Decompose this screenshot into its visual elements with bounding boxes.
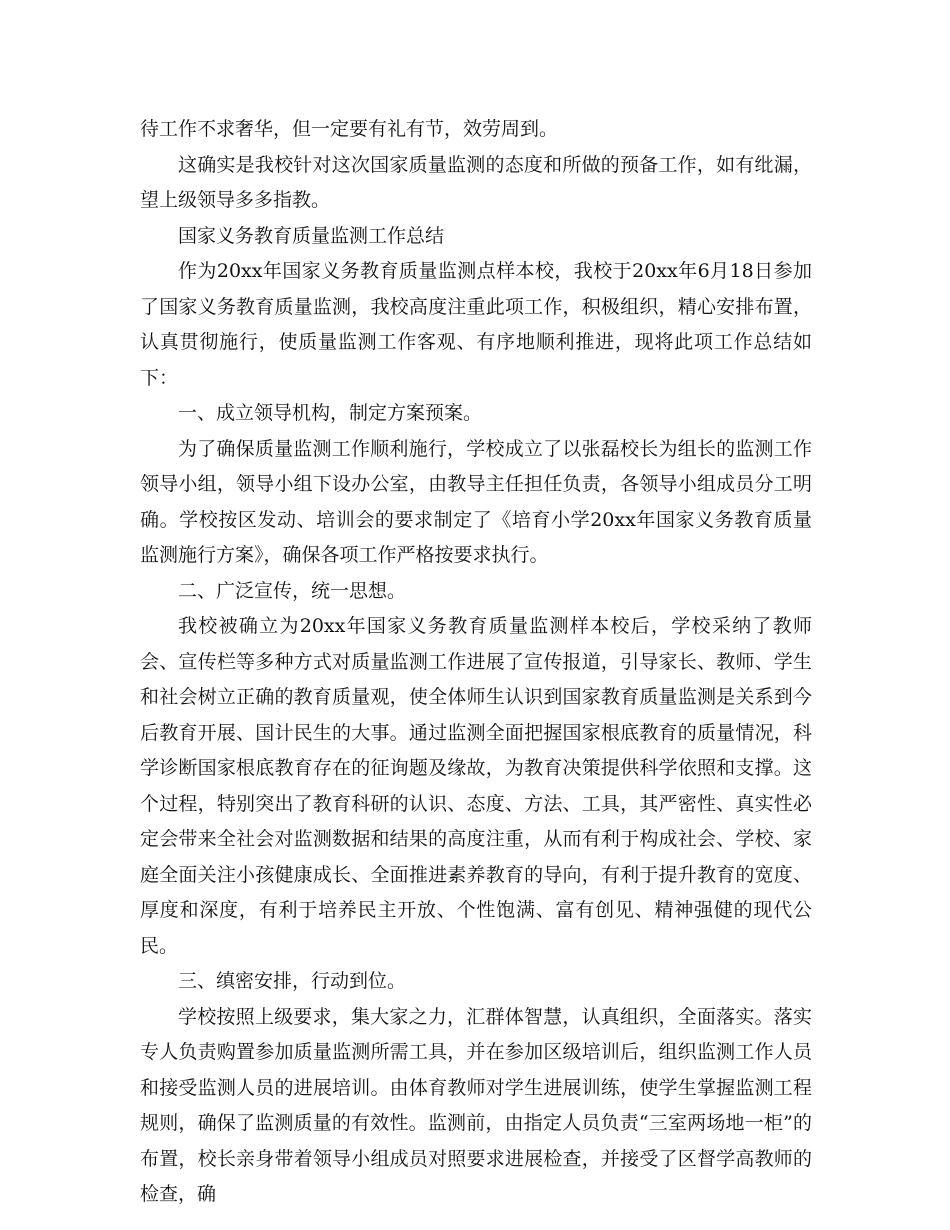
paragraph-section-2: 我校被确立为20xx年国家义务教育质量监测样本校后，学校采纳了教师会、宣传栏等多种方式对质量监测工作进展了宣传报道，引导家长、教师、学生和社会树立正确的教育质量观，使全体师生认识到国家教育质量监测是关系到今后教育开展、国计民生的大事。通过监测全面把握国家根底教育的质量情况，科学诊断国家根底教育存在的征询题及缘故，为教育决策提供科学依照和支撑。这个过程，特别突出了教育科研的认识、态度、方法、工具，其严密性、真实性必定会带来全社会对监测数据和结果的高度注重，从而有利于构成社会、学校、家庭全面关注小孩健康成长、全面推进素养教育的导向，有利于提升教育的宽度、厚度和深度，有利于培养民主开放、个性饱满、富有创见、精神强健的现代公民。 bbox=[140, 615, 812, 957]
paragraph-intro: 作为20xx年国家义务教育质量监测点样本校，我校于20xx年6月18日参加了国家义务教育质量监测，我校高度注重此项工作，积极组织，精心安排布置，认真贯彻施行，使质量监测工作客观、有序地顺利推进，现将此项工作总结如下： bbox=[140, 260, 812, 389]
document-body bbox=[140, 112, 812, 1213]
document-title: 国家义务教育质量监测工作总结 bbox=[178, 224, 445, 247]
paragraph-attitude: 这确实是我校针对这次国家质量监测的态度和所做的预备工作，如有纰漏，望上级领导多多指教。 bbox=[140, 153, 812, 211]
paragraph-section-3: 学校按照上级要求，集大家之力，汇群体智慧，认真组织，全面落实。落实专人负责购置参加质量监测所需工具，并在参加区级培训后，组织监测工作人员和接受监测人员的进展培训。由体育教师对学生进展训练，使学生掌握监测工程规则，确保了监测质量的有效性。监测前，由指定人员负责“三室两场地一柜”的布置，校长亲身带着领导小组成员对照要求进展检查，并接受了区督学高教师的检查，确 bbox=[140, 1005, 812, 1205]
section-heading-2: 二、广泛宣传，统一思想。 bbox=[178, 579, 407, 602]
paragraph-section-1: 为了确保质量监测工作顺利施行，学校成立了以张磊校长为组长的监测工作领导小组，领导小组下设办公室，由教导主任担任负责，各领导小组成员分工明确。学校按区发动、培训会的要求制定了《培育小学20xx年国家义务教育质量监测施行方案》，确保各项工作严格按要求执行。 bbox=[140, 437, 812, 566]
section-heading-1: 一、成立领导机构，制定方案预案。 bbox=[178, 402, 483, 424]
section-heading-3: 三、缜密安排，行动到位。 bbox=[178, 970, 407, 992]
paragraph-continuation: 待工作不求奢华，但一定要有礼有节，效劳周到。 bbox=[140, 118, 559, 140]
